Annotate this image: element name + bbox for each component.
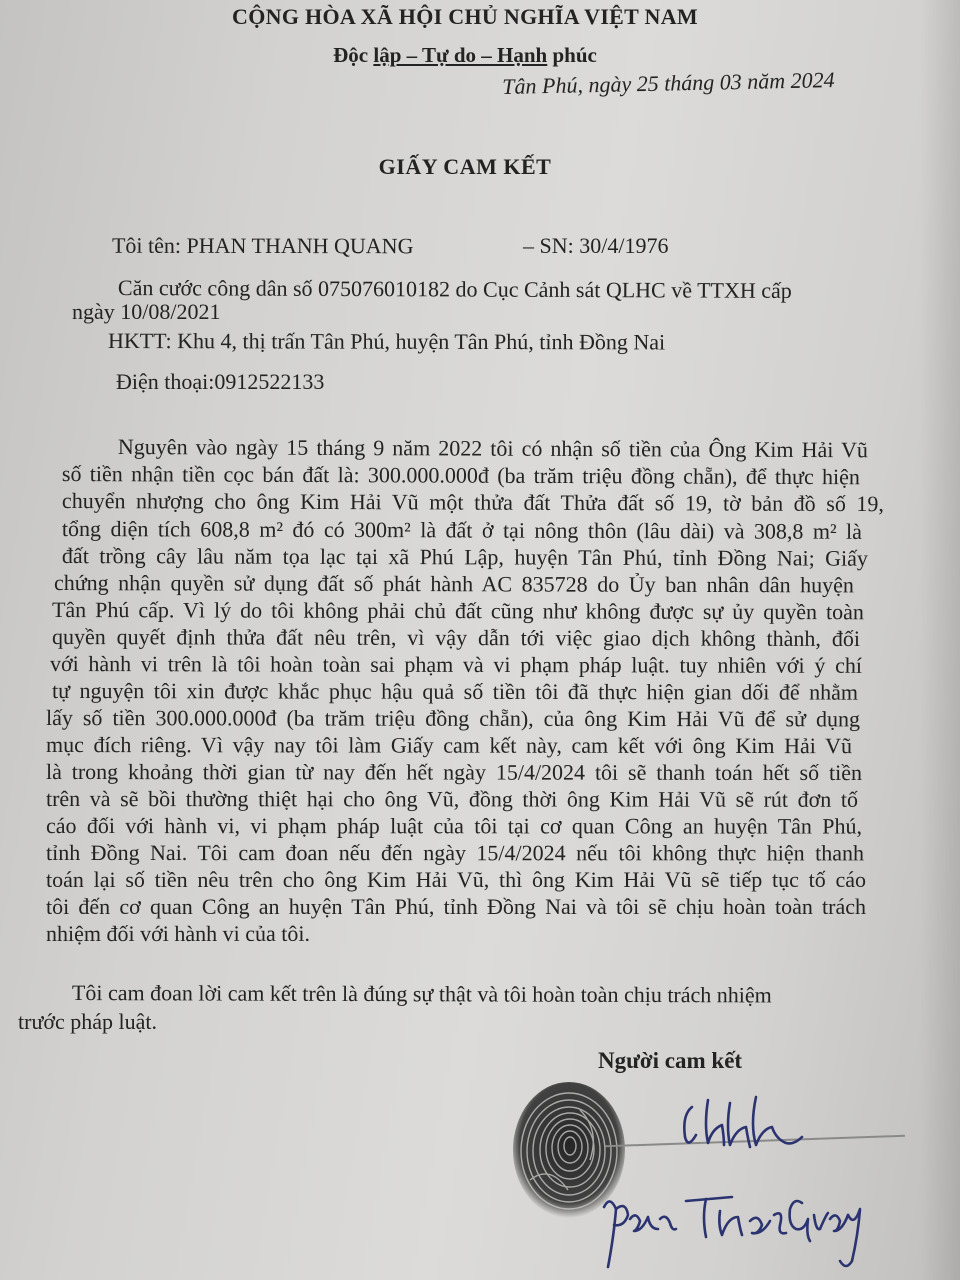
motto-part-1: Độc xyxy=(333,43,374,67)
body-line: Tân Phú cấp. Vì lý do tôi không phải chủ đất cũng như không được sự ủy quyền toàn xyxy=(51,597,864,625)
body-line: đất trồng cây lâu năm tọa lạc tại xã Phú Lập, huyện Tân Phú, tỉnh Đồng Nai; Giấy xyxy=(61,543,868,571)
body-line: tỉnh Đồng Nai. Tôi cam đoan nếu đến ngày 15/4/2024 nếu tôi không thực hiện thanh xyxy=(45,840,864,866)
body-line: chứng nhận quyền sử dụng đất số phát hành AC 835728 do Ủy ban nhân dân huyện xyxy=(53,570,854,598)
body-line: tự nguyện tôi xin được khắc phục hậu quả số tiền tôi đã thực hiện gian dối để nhằm xyxy=(51,678,858,705)
birthdate-line: – SN: 30/4/1976 xyxy=(523,233,669,258)
body-line: tôi đến cơ quan Công an huyện Tân Phú, tỉnh Đồng Nai và tôi sẽ chịu hoàn toàn trách xyxy=(46,893,867,919)
national-motto xyxy=(0,42,930,68)
handwritten-signature xyxy=(590,1085,890,1275)
body-line: cáo đối với hành vi, vi phạm pháp luật của tôi tại cơ quan Công an huyện Tân Phú, xyxy=(45,813,862,839)
closing-line-1: Tôi cam đoan lời cam kết trên là đúng sự thật và tôi hoàn toàn chịu trách nhiệm xyxy=(71,980,772,1008)
place-date-line: Tân Phú, ngày 25 tháng 03 năm 2024 xyxy=(502,67,835,99)
body-line: số tiền nhận tiền cọc bán đất là: 300.000.000đ (ba trăm triệu đồng chẵn), để thực hiện xyxy=(61,461,860,490)
body-line: toán lại số tiền nêu trên cho ông Kim Hải Vũ, thì ông Kim Hải Vũ sẽ tiếp tục tố cáo xyxy=(45,867,867,893)
body-line: Nguyên vào ngày 15 tháng 9 năm 2022 tôi có nhận số tiền của Ông Kim Hải Vũ xyxy=(117,434,868,463)
body-line: là trong khoảng thời gian từ nay đến hết ngày 15/4/2024 tôi sẽ thanh toán hết số tiền xyxy=(45,759,862,785)
motto-part-2: lập – Tự do – Hạnh xyxy=(373,43,548,67)
body-line: nhiệm đối với hành vi của tôi. xyxy=(46,920,310,946)
phone-line: Điện thoại:0912522133 xyxy=(116,369,325,394)
body-line: quyền quyết định thửa đất nêu trên, vì vậy dẫn tới việc giao dịch không thành, đối xyxy=(51,624,860,652)
residence-line: HKTT: Khu 4, thị trấn Tân Phú, huyện Tân Phú, tỉnh Đồng Nai xyxy=(107,328,666,355)
motto-part-3: phúc xyxy=(547,43,597,67)
national-title: CỘNG HÒA XÃ HỘI CHỦ NGHĨA VIỆT NAM xyxy=(232,4,698,29)
signer-title: Người cam kết xyxy=(598,1048,743,1073)
closing-line-2: trước pháp luật. xyxy=(18,1009,158,1034)
id-card-line-1: Căn cước công dân số 075076010182 do Cục Cảnh sát QLHC về TTXH cấp xyxy=(117,275,792,303)
body-line: chuyển nhượng cho ông Kim Hải Vũ một thửa đất Thửa đất số 19, tờ bản đồ số 19, xyxy=(61,488,884,517)
name-line: Tôi tên: PHAN THANH QUANG xyxy=(111,232,414,259)
document-title: GIẤY CAM KẾT xyxy=(378,154,552,179)
body-line: trên và sẽ bồi thường thiệt hại cho ông Vũ, đồng thời ông Kim Hải Vũ sẽ rút đơn tố xyxy=(45,786,858,812)
body-line: mục đích riêng. Vì vậy nay tôi làm Giấy cam kết này, cam kết với ông Kim Hải Vũ xyxy=(45,732,852,759)
body-line: lấy số tiền 300.000.000đ (ba trăm triệu đồng chẵn), của ông Kim Hải Vũ để sử dụng xyxy=(45,705,860,732)
body-line: tổng diện tích 608,8 m² đó có 300m² là đất ở tại nông thôn (lâu dài) và 308,8 m² là xyxy=(61,516,862,544)
id-card-line-2: ngày 10/08/2021 xyxy=(72,299,221,324)
body-line: với hành vi trên là tôi hoàn toàn sai phạm và vi phạm pháp luật. tuy nhiên với ý chí xyxy=(49,651,862,678)
page-shadow xyxy=(920,0,960,1280)
